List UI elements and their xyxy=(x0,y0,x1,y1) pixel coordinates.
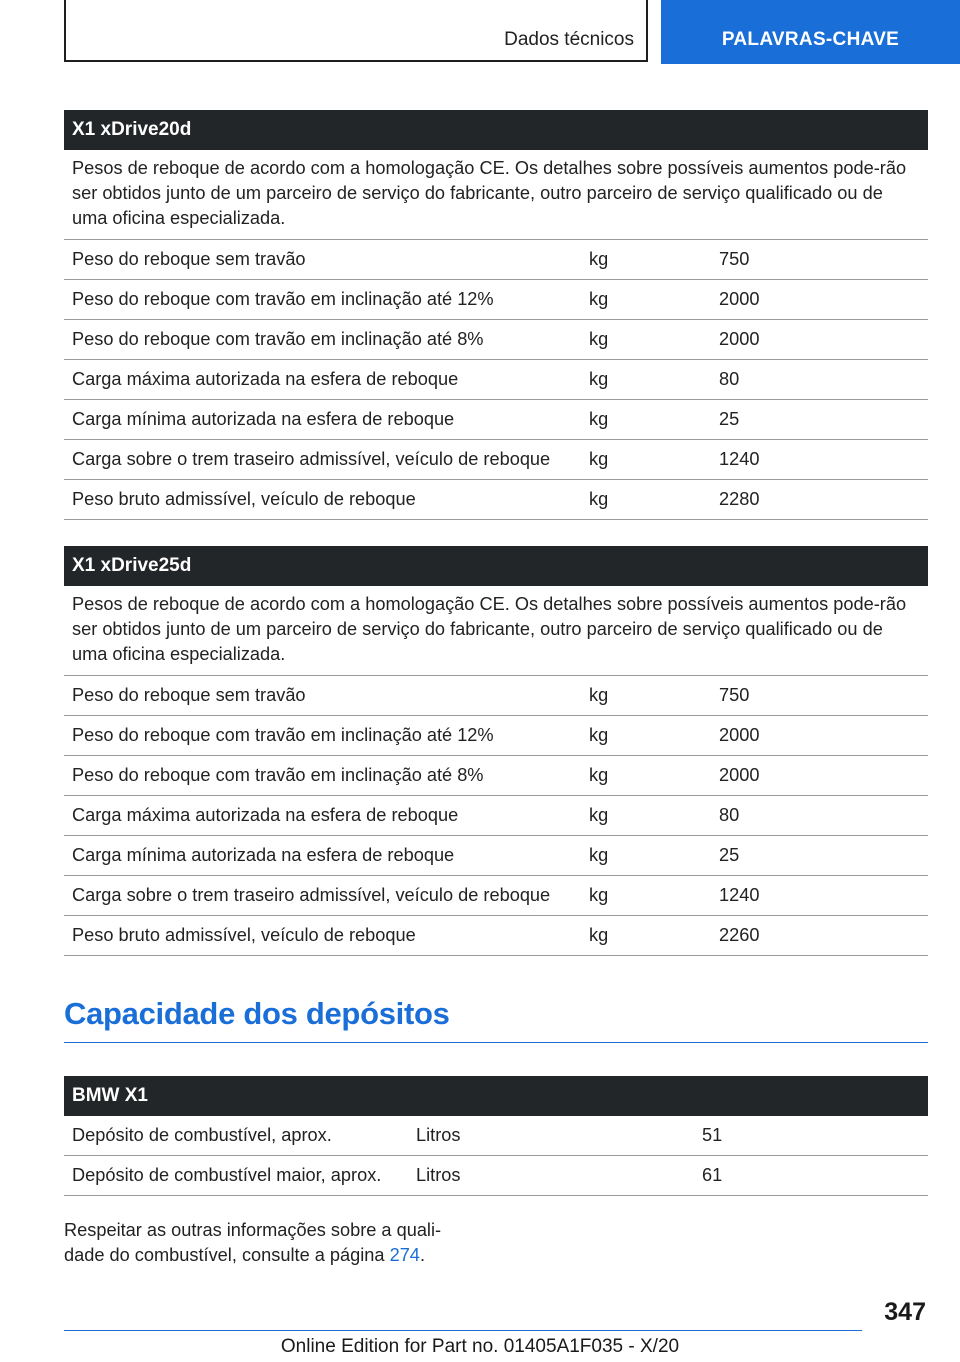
row-value: 25 xyxy=(719,409,740,429)
row-value: 2000 xyxy=(719,725,760,745)
row-label: Peso do reboque com travão em inclinação até 8% xyxy=(72,765,484,785)
table-row xyxy=(64,440,928,480)
row-value: 2000 xyxy=(719,765,760,785)
row-label: Carga máxima autorizada na esfera de reboque xyxy=(72,805,459,825)
row-label: Carga mínima autorizada na esfera de reboque xyxy=(72,845,455,865)
table-row xyxy=(64,240,928,280)
keywords-tab-label: PALAVRAS-CHAVE xyxy=(721,29,900,50)
table-row xyxy=(64,836,928,876)
row-label: Peso do reboque sem travão xyxy=(72,249,306,269)
table-row xyxy=(64,1156,928,1196)
row-label: Peso bruto admissível, veículo de reboque xyxy=(72,489,416,509)
section-tab-label: Dados técnicos xyxy=(504,29,634,50)
row-unit: kg xyxy=(589,885,609,905)
row-value: 2280 xyxy=(719,489,760,509)
row-label: Carga sobre o trem traseiro admissível, veículo de reboque xyxy=(72,885,551,905)
table-title: X1 xDrive25d xyxy=(64,546,928,586)
row-label: Peso do reboque com travão em inclinação até 12% xyxy=(72,289,494,309)
row-value: 750 xyxy=(719,249,750,269)
row-value: 1240 xyxy=(719,449,760,469)
keywords-tab[interactable] xyxy=(661,0,960,64)
row-unit: kg xyxy=(589,805,609,825)
table-title: X1 xDrive20d xyxy=(64,110,928,150)
row-label: Carga máxima autorizada na esfera de reboque xyxy=(72,369,459,389)
row-unit: kg xyxy=(589,725,609,745)
row-unit: kg xyxy=(589,249,609,269)
edition-text: Online Edition for Part no. 01405A1F035 - X/20 xyxy=(280,1336,680,1357)
row-value: 61 xyxy=(702,1165,723,1185)
table-row xyxy=(64,796,928,836)
section-title: Capacidade dos depósitos xyxy=(64,996,928,1043)
tank-capacity-table xyxy=(64,1076,928,1196)
table-description: Pesos de reboque de acordo com a homologação CE. Os detalhes sobre possíveis aumentos pode-rão ser obtidos junto de um parceiro de serviço do fabricante, outro parceiro de serviço qualificado ou de uma oficina especializada. xyxy=(64,586,928,676)
section-tab[interactable] xyxy=(64,0,648,62)
table-row xyxy=(64,916,928,956)
row-unit: kg xyxy=(589,289,609,309)
row-label: Depósito de combustível, aprox. xyxy=(72,1125,332,1145)
row-label: Depósito de combustível maior, aprox. xyxy=(72,1165,382,1185)
row-value: 2000 xyxy=(719,329,760,349)
row-label: Carga mínima autorizada na esfera de reboque xyxy=(72,409,455,429)
row-label: Peso do reboque com travão em inclinação até 12% xyxy=(72,725,494,745)
row-value: 25 xyxy=(719,845,740,865)
fuel-quality-note xyxy=(64,1218,484,1268)
table-title: BMW X1 xyxy=(64,1076,928,1116)
table-row xyxy=(64,716,928,756)
row-value: 80 xyxy=(719,805,740,825)
table-row xyxy=(64,756,928,796)
row-value: 80 xyxy=(719,369,740,389)
row-value: 51 xyxy=(702,1125,723,1145)
table-row xyxy=(64,400,928,440)
row-unit: kg xyxy=(589,329,609,349)
table-description: Pesos de reboque de acordo com a homologação CE. Os detalhes sobre possíveis aumentos pode-rão ser obtidos junto de um parceiro de serviço do fabricante, outro parceiro de serviço qualificado ou de uma oficina especializada. xyxy=(64,150,928,240)
table-row xyxy=(64,360,928,400)
towing-table-xdrive20d xyxy=(64,110,928,520)
table-row xyxy=(64,876,928,916)
row-unit: Litros xyxy=(416,1165,461,1185)
row-value: 1240 xyxy=(719,885,760,905)
towing-table-xdrive25d xyxy=(64,546,928,956)
footer-divider xyxy=(64,1330,862,1331)
row-value: 2000 xyxy=(719,289,760,309)
row-unit: kg xyxy=(589,845,609,865)
table-row xyxy=(64,676,928,716)
row-unit: kg xyxy=(589,925,609,945)
table-row xyxy=(64,480,928,520)
row-label: Peso bruto admissível, veículo de reboque xyxy=(72,925,416,945)
table-row xyxy=(64,1116,928,1156)
row-unit: kg xyxy=(589,765,609,785)
table-row xyxy=(64,280,928,320)
row-unit: kg xyxy=(589,685,609,705)
row-unit: kg xyxy=(589,489,609,509)
note-suffix: . xyxy=(419,1245,425,1265)
row-value: 2260 xyxy=(719,925,760,945)
page-reference-link[interactable]: 274 xyxy=(389,1245,420,1265)
row-value: 750 xyxy=(719,685,750,705)
note-line1: Respeitar as outras informações sobre a quali- xyxy=(64,1220,442,1240)
row-label: Peso do reboque sem travão xyxy=(72,685,306,705)
row-label: Carga sobre o trem traseiro admissível, veículo de reboque xyxy=(72,449,551,469)
page-number: 347 xyxy=(884,1298,926,1326)
row-unit: kg xyxy=(589,409,609,429)
row-unit: kg xyxy=(589,449,609,469)
table-row xyxy=(64,320,928,360)
row-label: Peso do reboque com travão em inclinação até 8% xyxy=(72,329,484,349)
row-unit: kg xyxy=(589,369,609,389)
note-line2: dade do combustível, consulte a página xyxy=(64,1245,390,1265)
row-unit: Litros xyxy=(416,1125,461,1145)
